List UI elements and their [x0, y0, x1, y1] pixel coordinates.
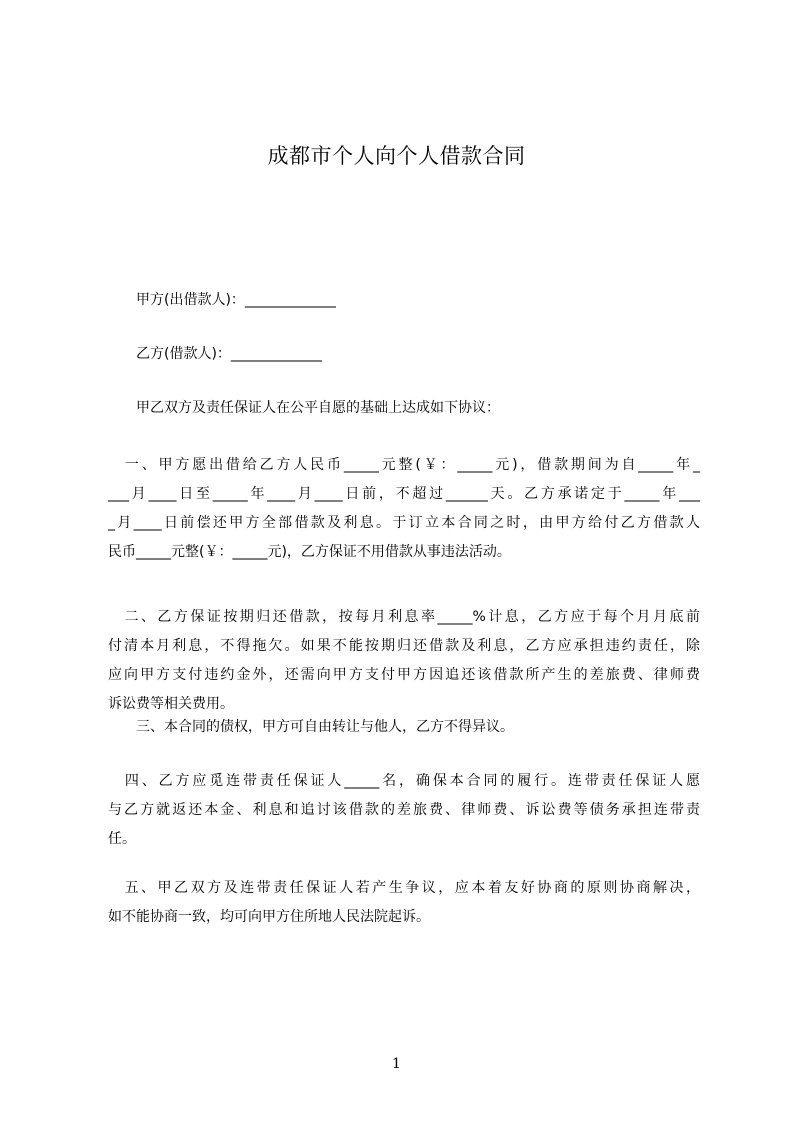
clause-1-line: _月____日前偿还甲方全部借款及利息。于订立本合同之时，由甲方给付乙方借款人 — [108, 515, 700, 531]
party-a-line: 甲方(出借款人)：_____________ — [136, 292, 336, 308]
clause-2-line: 付清本月利息，不得拖欠。如果不能按期归还借款及利息，乙方应承担违约责任，除 — [108, 638, 700, 654]
party-b-line: 乙方(借款人)：_____________ — [136, 346, 322, 362]
clause-1-line: 民币_____元整(￥：_____元)，乙方保证不用借款从事违法活动。 — [108, 544, 511, 560]
clause-2-line: 应向甲方支付违约金外，还需向甲方支付甲方因追还该借款所产生的差旅费、律师费 — [108, 667, 700, 683]
clause-1 — [108, 451, 700, 567]
clause-4 — [108, 767, 700, 854]
clause-3: 三、本合同的债权，甲方可自由转让与他人，乙方不得异议。 — [136, 719, 514, 735]
clause-4-line: 四、乙方应觅连带责任保证人_____名，确保本合同的履行。连带责任保证人愿 — [108, 773, 700, 789]
clause-5 — [108, 874, 700, 932]
document-title: 成都市个人向个人借款合同 — [267, 144, 526, 168]
clause-5-line: 如不能协商一致，均可向甲方住所地人民法院起诉。 — [108, 909, 430, 925]
clause-4-line: 任。 — [108, 831, 136, 847]
page-number: 1 — [392, 1056, 401, 1072]
clause-2-line: 诉讼费等相关费用。 — [108, 696, 234, 712]
clause-5-line: 五、甲乙双方及连带责任保证人若产生争议，应本着友好协商的原则协商解决， — [108, 880, 700, 896]
intro-line: 甲乙双方及责任保证人在公平自愿的基础上达成如下协议： — [136, 400, 500, 416]
clause-2 — [108, 603, 700, 719]
clause-1-line: ___月____日至_____年____月____日前，不超过______天。乙方承诺定于_____年___ — [108, 486, 700, 502]
clause-1-line: 一、甲方愿出借给乙方人民币_____元整(￥：_____元)，借款期间为自_____年_ — [108, 457, 700, 473]
clause-2-line: 二、乙方保证按期归还借款，按每月利息率_____%计息，乙方应于每个月月底前 — [108, 609, 700, 625]
clause-4-line: 与乙方就返还本金、利息和追讨该借款的差旅费、律师费、诉讼费等债务承担连带责 — [108, 802, 700, 818]
